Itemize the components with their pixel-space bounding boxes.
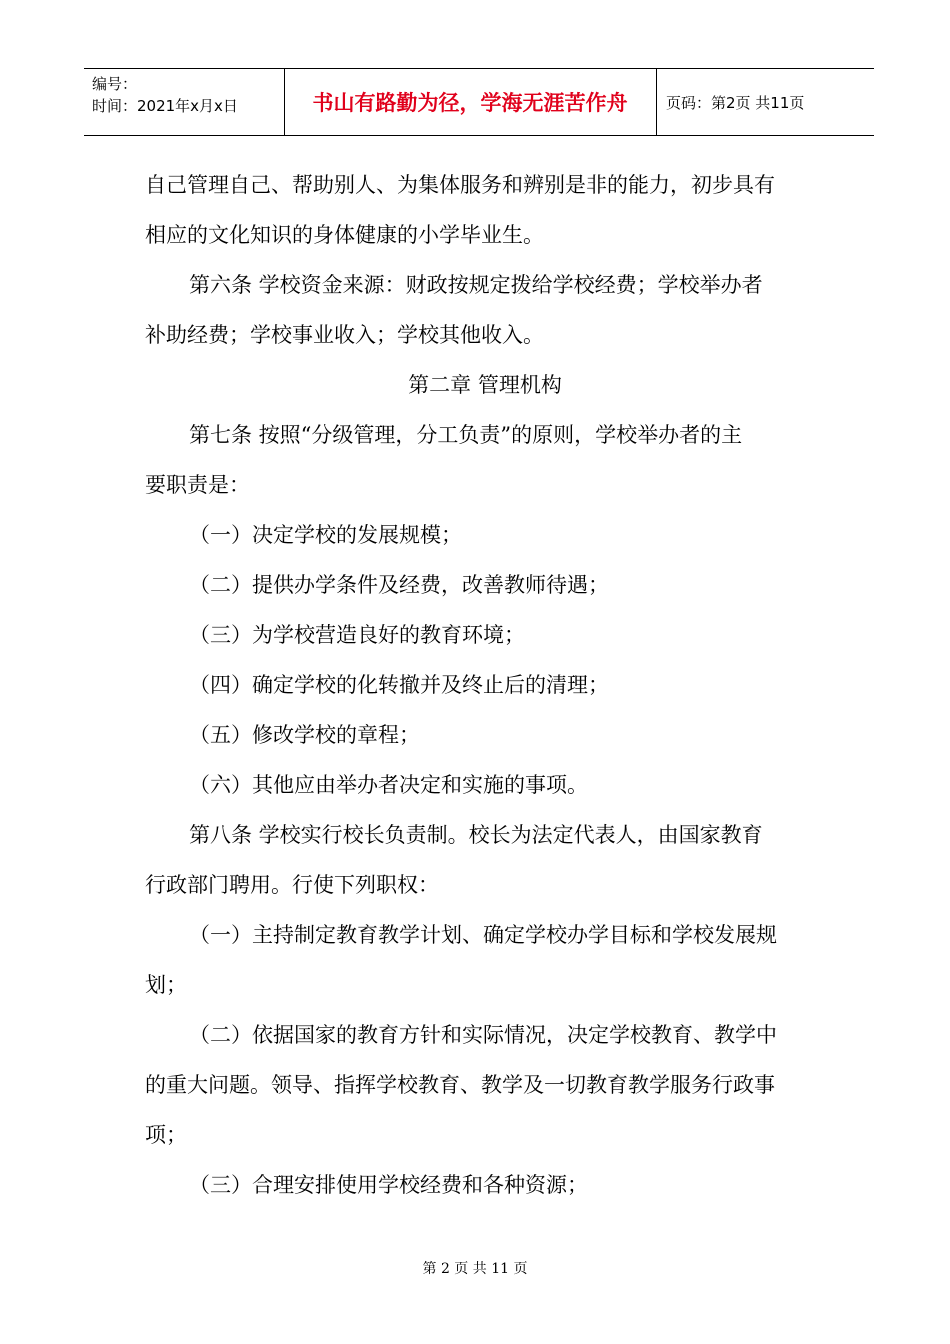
text-line: 划； <box>145 973 187 997</box>
list-item: （三）合理安排使用学校经费和各种资源； <box>189 1173 588 1197</box>
page-footer: 第 2 页 共 11 页 <box>422 1261 528 1277</box>
article-7: 第七条 按照“分级管理，分工负责”的原则，学校举办者的主 <box>189 423 743 447</box>
list-item: （四）确定学校的化转撤并及终止后的清理； <box>189 673 609 697</box>
header-motto: 书山有路勤为径，学海无涯苦作舟 <box>312 91 628 115</box>
chapter-heading: 第二章 管理机构 <box>408 373 562 397</box>
list-item: （一）主持制定教育教学计划、确定学校办学目标和学校发展规 <box>189 923 777 947</box>
date-label: 时间：2021年x月x日 <box>92 97 238 115</box>
text-line: 项； <box>145 1123 187 1147</box>
header-meta <box>92 73 282 117</box>
text-line: 自己管理自己、帮助别人、为集体服务和辨别是非的能力，初步具有 <box>145 173 775 197</box>
text-line: 补助经费；学校事业收入；学校其他收入。 <box>145 323 544 347</box>
list-item: （一）决定学校的发展规模； <box>189 523 462 547</box>
text-line: 行政部门聘用。行使下列职权： <box>145 873 439 897</box>
header-page-label: 页码：第2页 共11页 <box>666 93 805 112</box>
list-item: （五）修改学校的章程； <box>189 723 420 747</box>
header-divider <box>656 69 657 135</box>
list-item: （六）其他应由举办者决定和实施的事项。 <box>189 773 588 797</box>
list-item: （三）为学校营造良好的教育环境； <box>189 623 525 647</box>
text-line: 要职责是： <box>145 473 250 497</box>
text-line: 相应的文化知识的身体健康的小学毕业生。 <box>145 223 544 247</box>
text-line: 的重大问题。领导、指挥学校教育、教学及一切教育教学服务行政事 <box>145 1073 775 1097</box>
list-item: （二）依据国家的教育方针和实际情况，决定学校教育、教学中 <box>189 1023 777 1047</box>
page-header <box>84 68 874 136</box>
number-label: 编号： <box>92 75 138 93</box>
article-6: 第六条 学校资金来源：财政按规定拨给学校经费；学校举办者 <box>189 273 763 297</box>
article-8: 第八条 学校实行校长负责制。校长为法定代表人，由国家教育 <box>189 823 763 847</box>
list-item: （二）提供办学条件及经费，改善教师待遇； <box>189 573 609 597</box>
document-body <box>145 160 825 1210</box>
